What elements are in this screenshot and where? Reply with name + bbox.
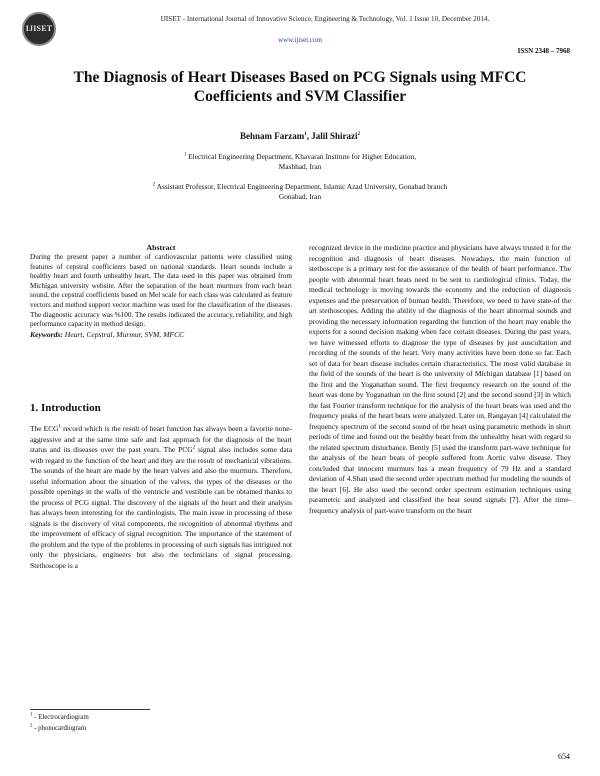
affiliation-2-sup: 2 [152, 182, 156, 188]
footnote-1 [30, 714, 89, 721]
author-2-sup: 2 [357, 132, 360, 137]
keywords-list: Heart, Cepstral, Murmur, SVM, MFCC [62, 329, 185, 339]
affiliation-2-line2: Gonabad, Iran [278, 192, 322, 201]
right-column-body [309, 243, 571, 516]
footnote-ref-1: 1 [58, 424, 62, 430]
right-column-paragraph: recognized device in the medicine practice and physicians have always trusted it for the recognition and diagnosis of heart diseases. Nowadays, the main function of stethoscope is a primary test for the assurance of the health of heart performance. The people with abnormal heart beats need to be sent to cardiological clinics. Today, the medical technology is moving towards the economy and the reduction of diagnosis expenses and the preservation of human health. Therefore, we need to have state-of the art stethoscopes. Adding the ability of the diagnosis of the heart abnormal sounds and providing the necessary information regarding the function of the heart may enable the experts for a sound decision making when face certain diseases. During the past years, we have witnessed efforts to diagnose the type of diseases by just auscultation and recording of the sounds of the heart. Very many activities have been done so far. Each set of data for heart disease includes certain characteristics. The most valid database in the field of the sounds of the heart is the university of Michigan database [1] based on the first and the Yoganathan sound. The first frequency research on the sound of the heart was done by Yoganathan on the first sound [2] and the second sound [3] in which the fast Fourier transform technique for the analysis of the heart beats was used and the frequency peaks of the heart beats were analyzed. Later on, Rangayan [4] calculated the frequency spectrum of the second sound of the heart using parametric methods in short periods of time and found out the healthy heart from the unhealthy heart with regard to the related spectrum disturbance. Bently [5] used the transform part-wave technique for the analysis of the heart beats of people suffered from Aortic valve disease. They concluded that innocent murmurs has a mean frequency of 79 Hz and a standard deviation of 4.Shan used the second order spectrum method for modeling the sounds of the heart [6]. He also used the second order spectrum estimation techniques using parametric and analyzed and classified the hear sound signals [7]. After the time-frequency analysis of part-wave transform on the heart [309, 243, 571, 515]
page-number: 654 [558, 752, 570, 761]
affiliation-1 [90, 152, 510, 172]
keywords-label: Keywords: [30, 329, 63, 339]
abstract-heading: Abstract [146, 243, 176, 252]
affiliation-1-sup: 1 [183, 152, 187, 158]
footnote-2 [30, 725, 86, 732]
authors [0, 131, 600, 141]
footnote-2-sup: 2 [30, 723, 33, 729]
author-2: Jalil Shirazi [311, 131, 358, 141]
logo-text: IJISET [25, 24, 53, 33]
footnote-divider [30, 709, 150, 710]
abstract-body [30, 253, 292, 339]
affiliation-2 [90, 182, 510, 202]
intro-text-1: The ECG [30, 424, 59, 433]
intro-text-3: signal also includes some data with regard to the function of the heart and they are the result of mechanical vibrations. The sounds of the heart are made by the heart valves and also the murmurs. Therefore, useful information about the situation of the valves, the types of the diseases or the possible openings in the walls of the ventricle and vestibule can be obtained thanks to the process of PCG signal. The discovery of the signals of the heart and their analysis has always been interesting for the cardiologists. The main issue in processing of these signals is the discovery of vital components, the recognition of abnormal rhythms and the improvement of efficacy of signal recognition. The importance of the statement of the problem and the type of the problems in processing of such signals has intrigued not only the physicians, engineers but also the technicians of signal processing. Stethoscope is a [30, 445, 293, 570]
journal-website-link[interactable]: www.ijiset.com [278, 36, 322, 44]
footnote-1-sup: 1 [30, 712, 33, 718]
affiliation-2-line1: Assistant Professor, Electrical Engineering Department, Islamic Azad University, Gonabad branch [156, 182, 448, 191]
section-heading-introduction: 1. Introduction [30, 402, 101, 414]
footnote-2-text: - phonocardiogram [32, 725, 87, 732]
affiliation-1-line1: Electrical Engineering Department, Khavaran Institute for Higher Education, [188, 152, 417, 161]
issn: ISSN 2348 – 7968 [517, 47, 570, 55]
abstract-text: During the present paper a number of cardiovascular patients were classified using features of cepstral coefficients based on national standards. Heart sounds include a healthy heart and fourth unhealthy heart, The data used in this paper was obtained from Michigan university website. After the separation of the heart murmurs from each heart sound, the cepstral coefficients based on Mel scale for each class was calculated as feature vectors and method support vector machine was used for the classification of the diseases. The diagnostic accuracy was %100. The results indicated the accuracy, reliability, and high performance capacity in method design. [30, 253, 292, 329]
affiliation-1-line2: Mashhad, Iran [278, 162, 322, 171]
intro-text-2: record which is the result of heart function has always been a favorite none-aggressive and at the same time safe and fast approach for the diagnosis of the heart status and its diseases over the past years. The PCG [30, 424, 292, 454]
author-1: Behnam Farzam [239, 131, 305, 141]
introduction-paragraph [30, 424, 292, 571]
keywords [30, 330, 292, 340]
footnote-ref-2: 2 [192, 445, 196, 451]
paper-title: The Diagnosis of Heart Diseases Based on PCG Signals using MFCC Coefficients and SVM Classifier [73, 69, 527, 105]
author-separator: , [306, 131, 312, 141]
introduction-body [30, 424, 292, 571]
footnote-1-text: - Electrocardiogram [32, 714, 89, 721]
journal-header: IJISET - International Journal of Innovative Science, Engineering & Technology, Vol. 1 Issue 10, December 2014. [160, 15, 490, 23]
author-1-sup: 1 [304, 132, 307, 137]
